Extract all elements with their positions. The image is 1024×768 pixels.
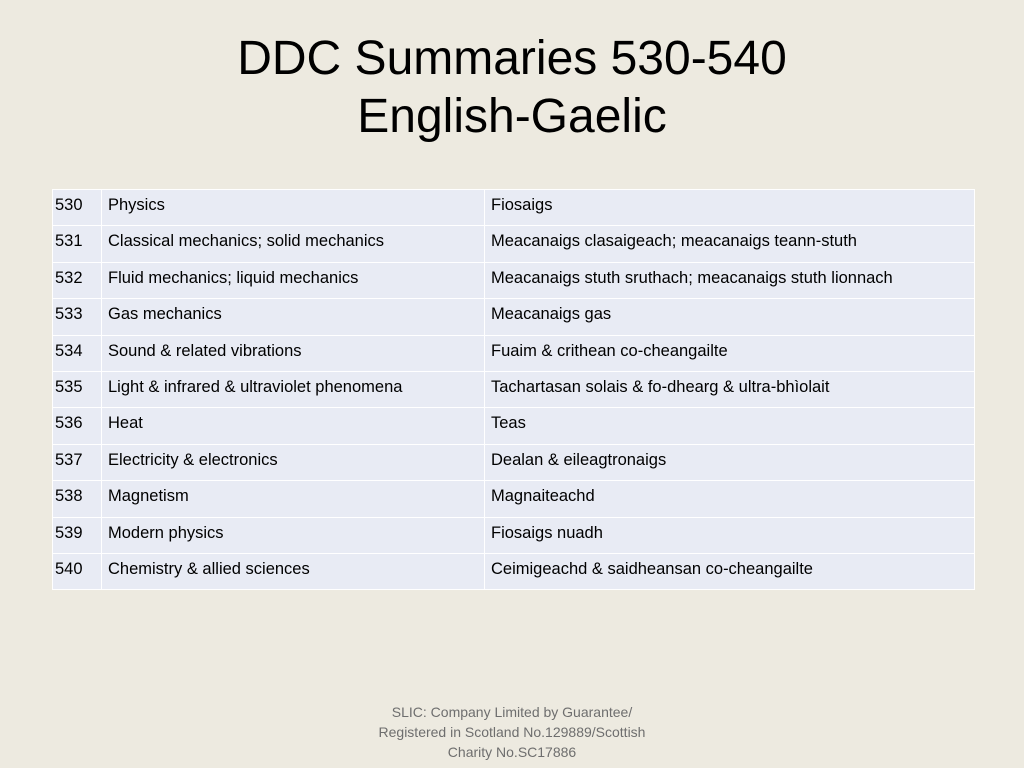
gaelic-cell: Teas [485,408,975,444]
code-cell: 540 [53,553,102,589]
gaelic-cell: Meacanaigs stuth sruthach; meacanaigs stuth lionnach [485,262,975,298]
code-cell: 536 [53,408,102,444]
table-row [53,517,975,553]
gaelic-cell: Fiosaigs [485,190,975,226]
gaelic-cell: Dealan & eileagtronaigs [485,444,975,480]
english-cell: Modern physics [102,517,485,553]
ddc-table-body [53,190,975,590]
code-cell: 533 [53,299,102,335]
gaelic-cell: Tachartasan solais & fo-dhearg & ultra-bhìolait [485,371,975,407]
ddc-table-container [52,189,975,590]
table-row [53,408,975,444]
footer-line-3: Charity No.SC17886 [447,744,577,760]
footer-line-2: Registered in Scotland No.129889/Scottish [378,724,646,740]
english-cell: Electricity & electronics [102,444,485,480]
table-row [53,190,975,226]
table-row [53,371,975,407]
slide-title-line-1: DDC Summaries 530-540 [237,32,787,85]
table-row [53,444,975,480]
table-row [53,262,975,298]
gaelic-cell: Meacanaigs gas [485,299,975,335]
footer-line-1: SLIC: Company Limited by Guarantee/ [391,704,633,720]
table-row [53,481,975,517]
ddc-summary-table [52,189,975,590]
english-cell: Gas mechanics [102,299,485,335]
english-cell: Fluid mechanics; liquid mechanics [102,262,485,298]
english-cell: Physics [102,190,485,226]
gaelic-cell: Fiosaigs nuadh [485,517,975,553]
footer-text [362,702,662,762]
english-cell: Heat [102,408,485,444]
code-cell: 531 [53,226,102,262]
table-row [53,335,975,371]
table-row [53,299,975,335]
english-cell: Sound & related vibrations [102,335,485,371]
gaelic-cell: Meacanaigs clasaigeach; meacanaigs teann-stuth [485,226,975,262]
english-cell: Magnetism [102,481,485,517]
english-cell: Light & infrared & ultraviolet phenomena [102,371,485,407]
gaelic-cell: Magnaiteachd [485,481,975,517]
english-cell: Chemistry & allied sciences [102,553,485,589]
table-row [53,226,975,262]
code-cell: 537 [53,444,102,480]
code-cell: 530 [53,190,102,226]
english-cell: Classical mechanics; solid mechanics [102,226,485,262]
code-cell: 534 [53,335,102,371]
table-row [53,553,975,589]
slide-title-line-2: English-Gaelic [357,90,667,143]
slide-title [0,30,1024,146]
gaelic-cell: Fuaim & crithean co-cheangailte [485,335,975,371]
code-cell: 532 [53,262,102,298]
code-cell: 539 [53,517,102,553]
code-cell: 535 [53,371,102,407]
code-cell: 538 [53,481,102,517]
gaelic-cell: Ceimigeachd & saidheansan co-cheangailte [485,553,975,589]
